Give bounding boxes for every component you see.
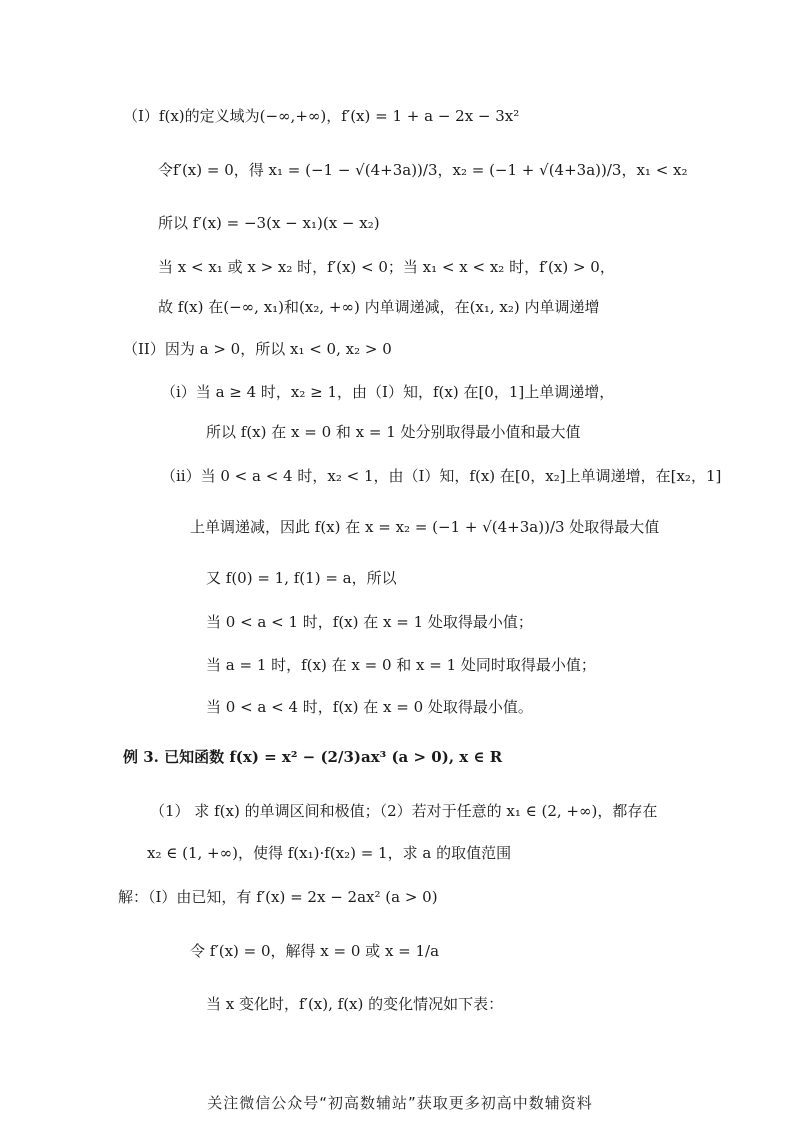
example-3-heading: 例 3. 已知函数 f(x) = x² − (2/3)ax³ (a > 0), x ∈ R: [123, 748, 503, 766]
minimum-case-3: 当 0 < a < 4 时，f(x) 在 x = 0 处取得最小值。: [206, 698, 533, 716]
solution-critical-points: 令 f′(x) = 0，解得 x = 0 或 x = 1/a: [190, 942, 440, 960]
example-3-question-2: x₂ ∈ (1, +∞)，使得 f(x₁)·f(x₂) = 1，求 a 的取值范围: [147, 844, 512, 862]
critical-points-line: 令f′(x) = 0，得 x₁ = (−1 − √(4+3a))/3，x₂ = (−1 + √(4+3a))/3，x₁ < x₂: [158, 161, 688, 179]
case-i-line: （i）当 a ≥ 4 时，x₂ ≥ 1，由（I）知，f(x) 在[0，1]上单调递增，: [161, 383, 615, 401]
table-intro-line: 当 x 变化时，f′(x), f(x) 的变化情况如下表：: [206, 995, 504, 1013]
solution-derivative-line: 解：（I）由已知，有 f′(x) = 2x − 2ax² (a > 0): [118, 888, 438, 906]
monotonic-intervals-line: 故 f(x) 在(−∞, x₁)和(x₂, +∞) 内单调递减，在(x₁, x₂) 内单调递增: [158, 298, 600, 316]
case-i-conclusion: 所以 f(x) 在 x = 0 和 x = 1 处分别取得最小值和最大值: [206, 423, 581, 441]
endpoint-values-line: 又 f(0) = 1, f(1) = a，所以: [206, 569, 397, 587]
minimum-case-2: 当 a = 1 时，f(x) 在 x = 0 和 x = 1 处同时取得最小值；: [206, 656, 596, 674]
sign-analysis-line: 当 x < x₁ 或 x > x₂ 时，f′(x) < 0；当 x₁ < x < x₂ 时，f′(x) > 0，: [158, 258, 615, 276]
part-1-domain-derivative: （I）f(x)的定义域为(−∞,+∞)，f′(x) = 1 + a − 2x − 3x²: [123, 107, 520, 125]
part-2-heading: （II）因为 a > 0，所以 x₁ < 0, x₂ > 0: [123, 340, 392, 358]
factored-derivative-line: 所以 f′(x) = −3(x − x₁)(x − x₂): [158, 214, 380, 232]
example-3-question-1: （1） 求 f(x) 的单调区间和极值；（2）若对于任意的 x₁ ∈ (2, +∞)，都存在: [150, 802, 658, 820]
case-ii-line: （ii）当 0 < a < 4 时，x₂ < 1，由（I）知，f(x) 在[0，x₂]上单调递增，在[x₂，1]: [161, 467, 722, 485]
minimum-case-1: 当 0 < a < 1 时，f(x) 在 x = 1 处取得最小值；: [206, 613, 533, 631]
case-ii-maximum-line: 上单调递减，因此 f(x) 在 x = x₂ = (−1 + √(4+3a))/3 处取得最大值: [190, 518, 660, 536]
footer-promo-text: 关注微信公众号“初高数辅站”获取更多初高中数辅资料: [207, 1094, 593, 1112]
